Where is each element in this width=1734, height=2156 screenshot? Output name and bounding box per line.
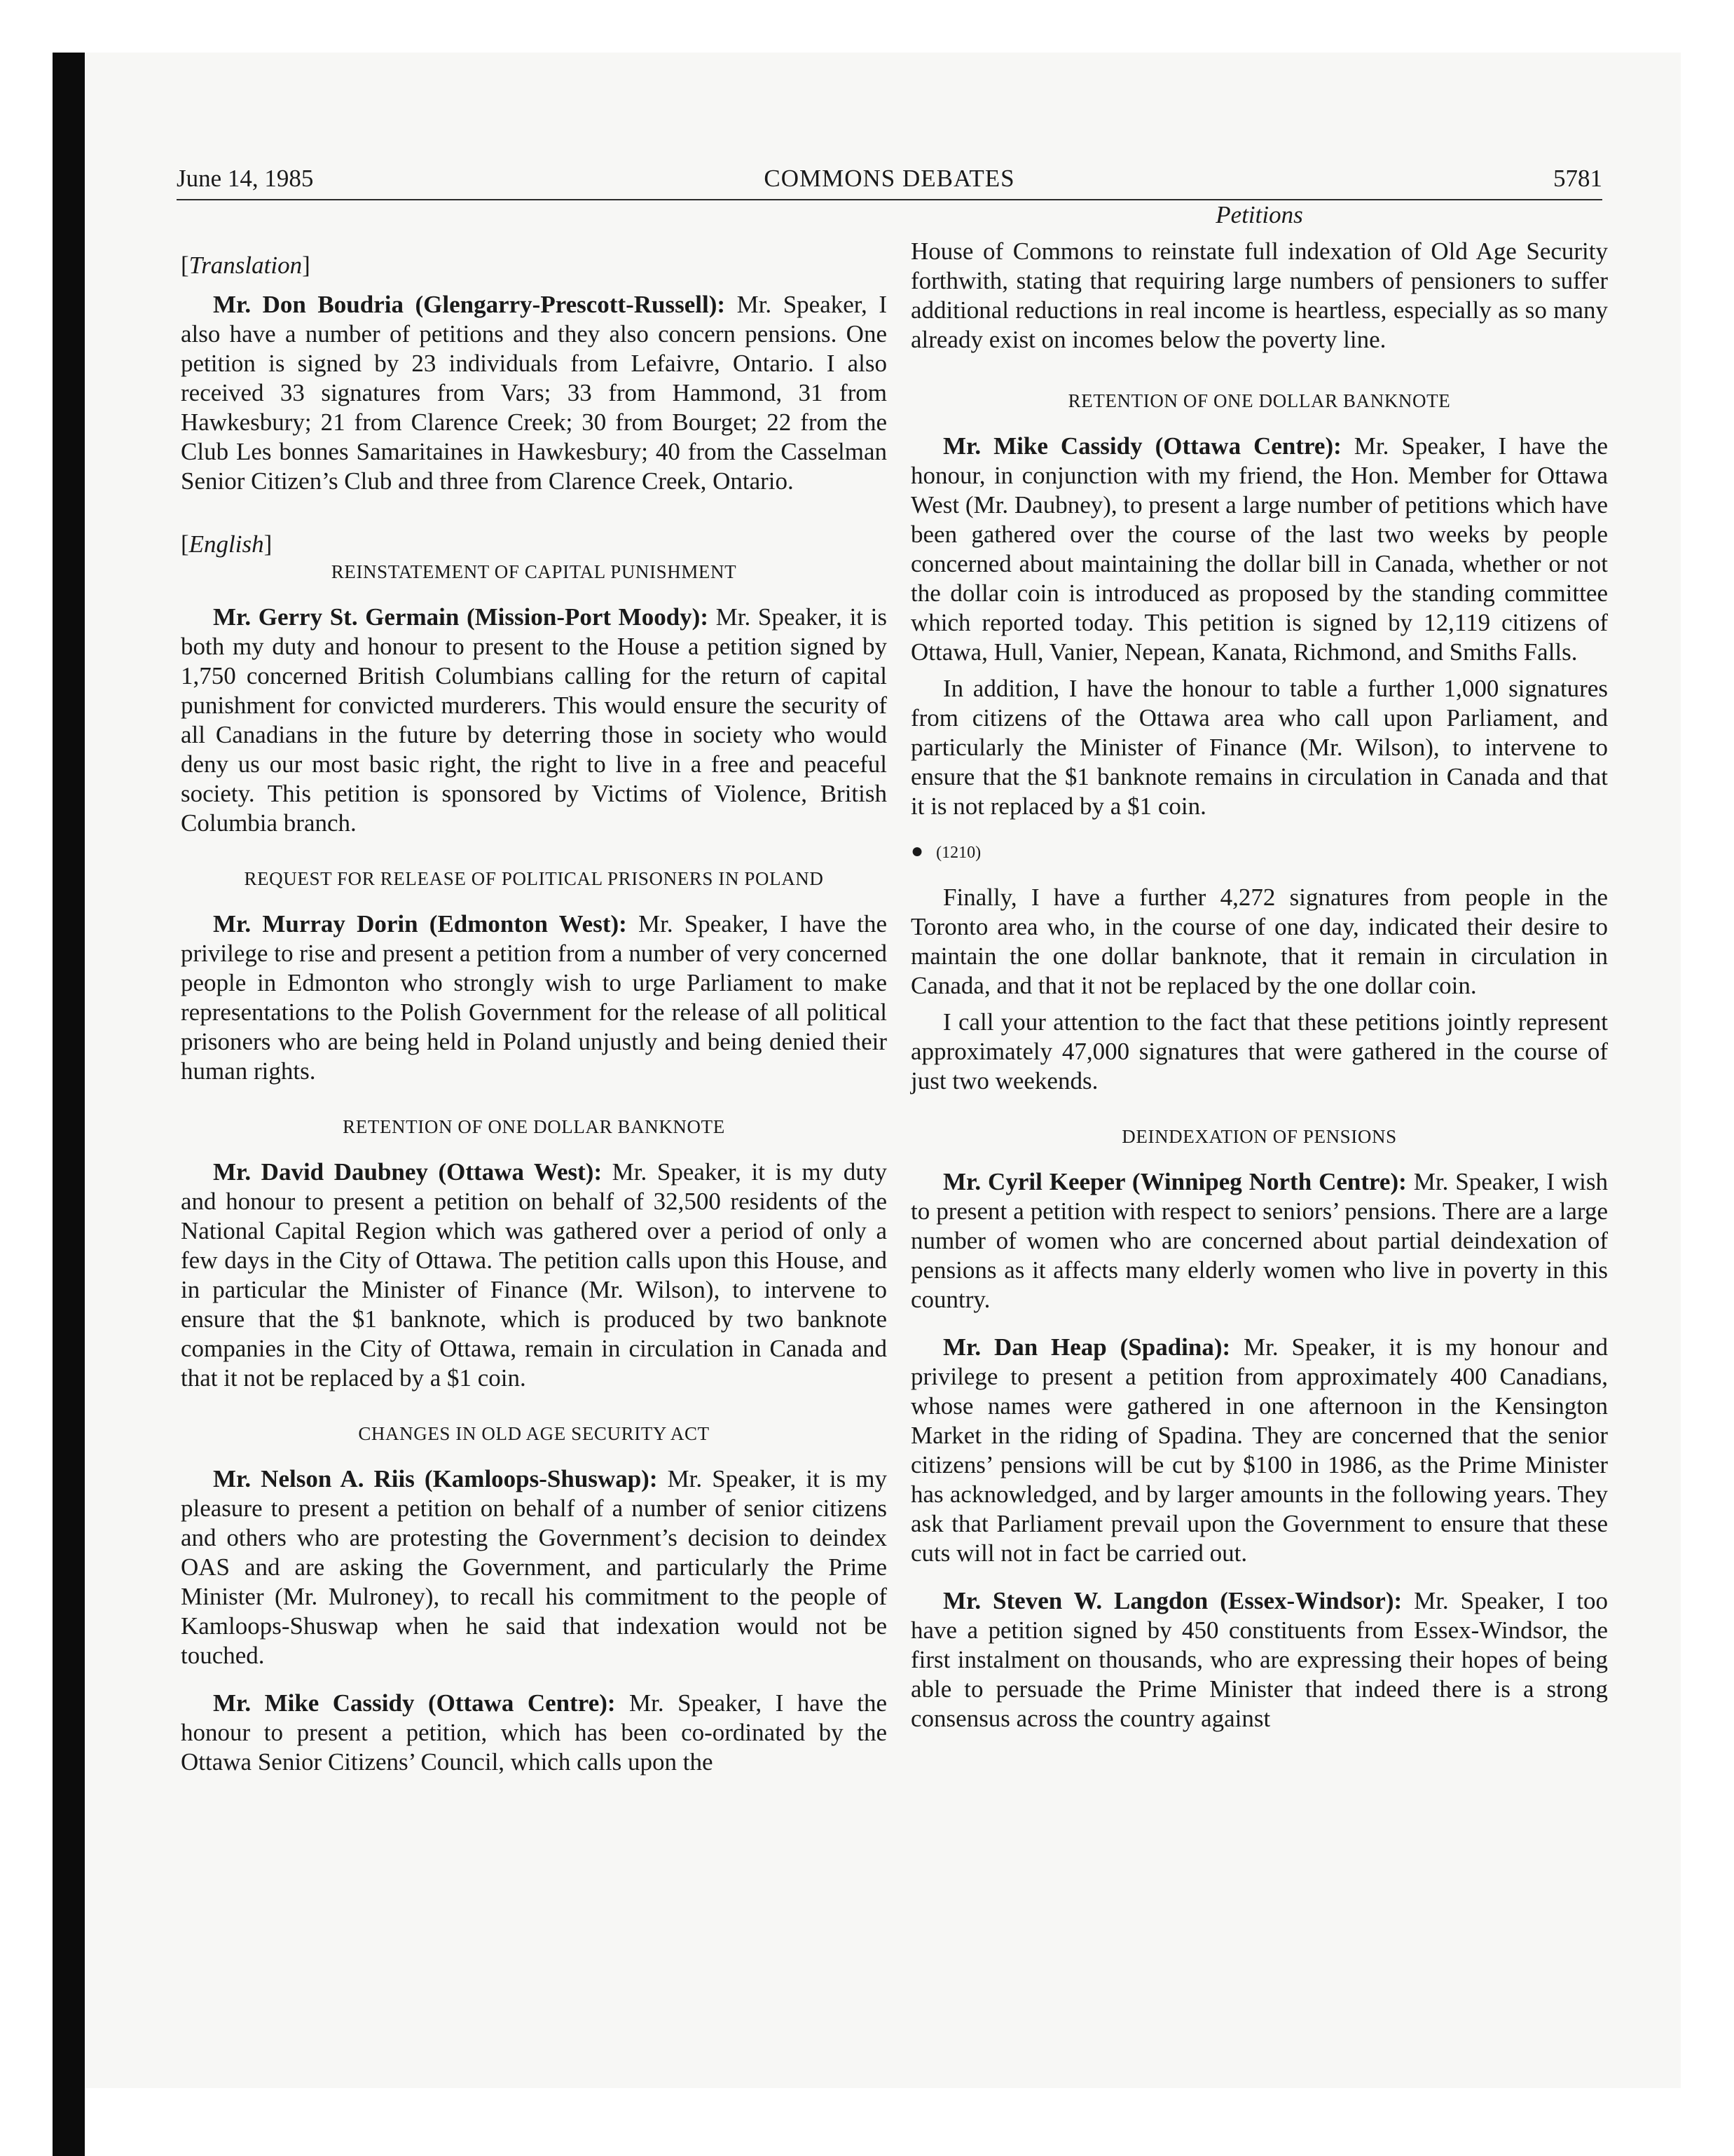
speaker-name: Mr. Dan Heap (Spadina): [943,1333,1231,1361]
speech-cassidy-oas [181,1689,887,1777]
heading-old-age-security-act: CHANGES IN OLD AGE SECURITY ACT [358,1423,710,1444]
bullet-icon: ● [911,839,924,863]
paragraph-finally: Finally, I have a further 4,272 signatures from people in the Toronto area who, in the course of one day, indicated their desire to maintain the one dollar banknote, that it remain in circulation in Canada, and that it not be replaced by the one dollar coin. [911,884,1608,999]
speech-text: Mr. Speaker, I have the privilege to rise and present a petition from a number of very concerned people in Edmonton who strongly wish to urge Parliament to make representations to the Polish Government for the release of all political prisoners who are being held in Poland unjustly and being denied their human rights. [181,910,887,1085]
speaker-name: Mr. Mike Cassidy (Ottawa Centre): [943,432,1342,460]
speech-riis [181,1464,887,1670]
left-column [181,251,887,1777]
heading-capital-punishment: REINSTATEMENT OF CAPITAL PUNISHMENT [331,561,737,582]
scan-binding-edge [53,53,85,2156]
speech-text: Mr. Speaker, I have the honour to present a petition, which has been co-ordinated by the Ottawa Senior Citizens’ Council, which calls upon the [181,1689,888,1776]
running-head [177,158,1602,200]
speech-st-germain [181,603,887,838]
speech-continuation: House of Commons to reinstate full indexation of Old Age Security forthwith, stating that requiring large numbers of pensioners to suffer additional reductions in real income is heartless, especially as so many already exist on incomes below the poverty line. [911,238,1608,353]
speech-boudria [181,290,887,496]
speech-text: Mr. Speaker, I also have a number of petitions and they also concern pensions. One petition is signed by 23 individuals from Lefaivre, Ontario. I also received 33 signatures from Vars; 33 from Hammond, 31 from Hawkesbury; 21 from Clarence Creek; 30 from Bourget; 22 from the Club Les bonnes Samaritaines in Hawkesbury; 40 from the Casselman Senior Citizen’s Club and three from Clarence Creek, Ontario. [181,291,887,495]
heading-one-dollar-banknote: RETENTION OF ONE DOLLAR BANKNOTE [1068,390,1451,411]
heading-deindexation-of-pensions: DEINDEXATION OF PENSIONS [1122,1126,1397,1147]
speech-text: Mr. Speaker, it is my honour and privilege to present a petition from approximately 400 Canadians, whose names were gathered in one afternoon in the Kensington Market in the riding of Spadina. They are concerned that the senior citizens’ pensions will be cut by $100 in 1986, as the Prime Minister has acknowledged, and by larger amounts in the following years. They ask that Parliament prevail upon the Government to ensure that these cuts will not in fact be carried out. [911,1333,1609,1567]
paragraph-addition: In addition, I have the honour to table a further 1,000 signatures from citizens of the Ottawa area who call upon Parliament, and particularly the Minister of Finance (Mr. Wilson), to intervene to ensure that the $1 banknote remains in circulation in Canada and that it is not replaced by a $1 coin. [911,675,1608,820]
speech-daubney [181,1158,887,1393]
speech-cassidy-banknote [911,432,1608,667]
speech-dorin [181,909,887,1086]
speaker-name: Mr. Steven W. Langdon (Essex-Windsor): [943,1587,1403,1614]
speaker-name: Mr. Mike Cassidy (Ottawa Centre): [213,1689,616,1717]
header-journal-title: COMMONS DEBATES [764,165,1015,192]
speaker-name: Mr. David Daubney (Ottawa West): [213,1158,603,1186]
speech-text: Mr. Speaker, it is both my duty and honour to present to the House a petition signed by 1,750 concerned British Columbians calling for the return of capital punishment for convicted murderers. This would ensure the security of all Canadians in the future by deterring those in society who would deny us our most basic right, the right to live in a free and peaceful society. This petition is sponsored by Victims of Violence, British Columbia branch. [181,603,887,837]
header-date: June 14, 1985 [177,165,314,192]
time-marker: ● (1210) [911,839,982,863]
speaker-name: Mr. Murray Dorin (Edmonton West): [213,910,627,938]
section-label-petitions: Petitions [1216,201,1303,228]
speech-text: Mr. Speaker, I have the honour, in conjunction with my friend, the Hon. Member for Ottawa West (Mr. Daubney), to present a large number of petitions which have been gathered over the course of the last two weeks by people concerned about maintaining the dollar bill in Canada, whether or not the dollar coin is introduced as proposed by the standing committee which reported today. This petition is signed by 12,119 citizens of Ottawa, Hull, Vanier, Nepean, Kanata, Richmond, and Smiths Falls. [911,432,1609,666]
paragraph-attention: I call your attention to the fact that these petitions jointly represent approximately 47,000 signatures that were gathered in the course of just two weekends. [911,1008,1608,1094]
heading-political-prisoners-poland: REQUEST FOR RELEASE OF POLITICAL PRISONERS IN POLAND [244,868,824,889]
right-column [911,200,1608,1733]
speech-text: Mr. Speaker, it is my duty and honour to present a petition on behalf of 32,500 residents of the National Capital Region which was gathered over a period of only a few days in the City of Ottawa. The petition calls upon this House, and in particular the Minister of Finance (Mr. Wilson), to intervene to ensure that the $1 banknote, which is produced by two banknote companies in the City of Ottawa, remain in circulation in Canada and that it not be replaced by a $1 coin. [181,1158,887,1392]
speech-text: Mr. Speaker, I wish to present a petition with respect to seniors’ pensions. There are a large number of women who are concerned about partial deindexation of pensions as it affects many elderly women who live in poverty in this country. [911,1168,1608,1313]
speech-text: Mr. Speaker, I too have a petition signed by 450 constituents from Essex-Windsor, the first instalment on thousands, who are expressing their hopes of being able to persuade the Prime Minister that indeed there is a strong consensus across the country against [911,1587,1608,1732]
speaker-name: Mr. Nelson A. Riis (Kamloops-Shuswap): [213,1465,658,1492]
speech-heap [911,1333,1608,1568]
speaker-name: Mr. Don Boudria (Glengarry-Prescott-Russell): [213,291,726,318]
speaker-name: Mr. Cyril Keeper (Winnipeg North Centre): [943,1168,1407,1195]
speech-langdon [911,1586,1608,1733]
header-page-number: 5781 [1553,165,1602,192]
language-marker-english: [English] [181,530,273,558]
speech-text: Mr. Speaker, it is my pleasure to present a petition on behalf of a number of senior citizens and others who are protesting the Government’s decision to deindex OAS and are asking the Government, and particularly the Prime Minister (Mr. Mulroney), to recall his commitment to the people of Kamloops-Shuswap when he said that indexation would not be touched. [181,1465,887,1669]
language-marker-translation: [Translation] [181,252,310,279]
heading-one-dollar-banknote: RETENTION OF ONE DOLLAR BANKNOTE [343,1116,725,1137]
speech-keeper [911,1167,1608,1314]
speaker-name: Mr. Gerry St. Germain (Mission-Port Moody): [213,603,708,631]
